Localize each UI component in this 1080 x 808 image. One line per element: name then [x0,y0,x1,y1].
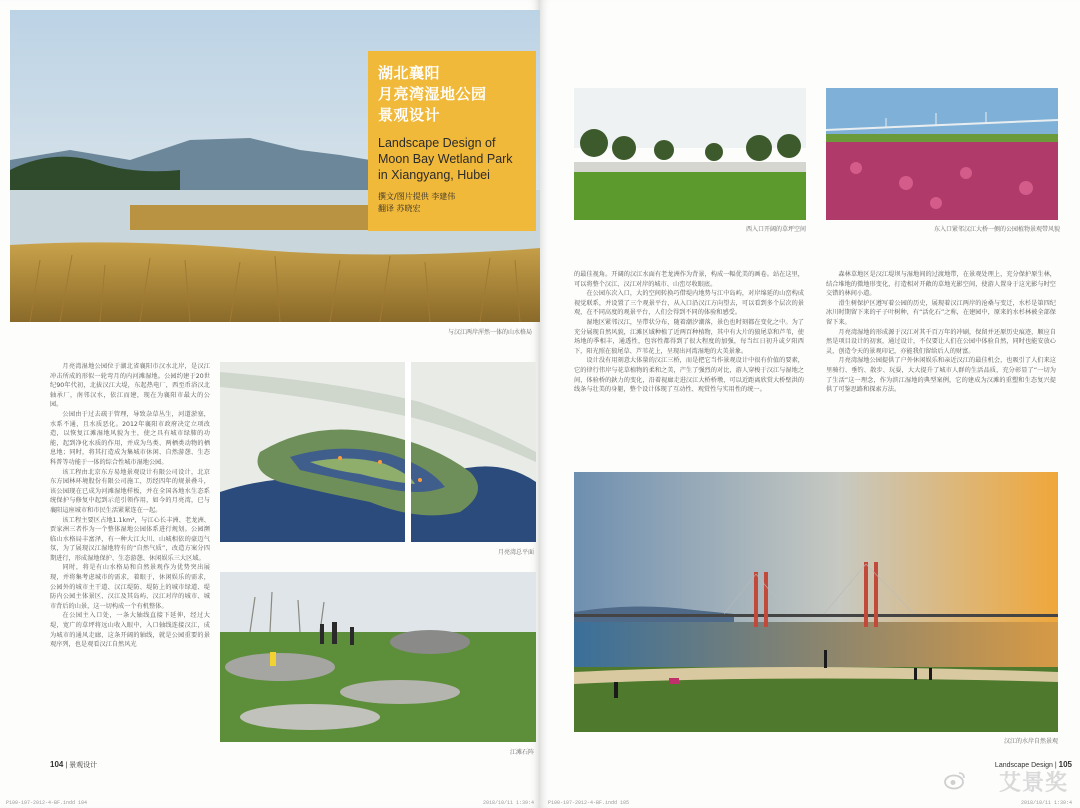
title-cn-line2: 月亮湾湿地公园 [378,85,487,103]
title-cn-line3: 景观设计 [378,106,441,124]
title-block [368,51,536,231]
left-folio: 104 | 景观设计 [50,760,98,769]
west-entry-caption: 西入口开阔的草坪空间 [746,226,807,233]
east-entry-photo [826,88,1058,220]
hero-caption: 与汉江两岸浑然一体的山水格局 [447,329,532,336]
plan-caption: 月亮湾总平面 [497,549,534,556]
paragraph: 公园由于过去疏于管理，导致杂草丛生，河道淤塞，水系不通，且水质恶化。2012年襄阳市政府决定立项改造，以恢复江滩湿地风貌为主，使之具有城市绿肺的功能，起到净化水质的作用，并成为鸟类、两栖类动物的栖息地；同时，将其打造成为集城市休闲、自然游憩、生态科普等功能于一体的综合性城市湿地公园。 [50,410,210,466]
right-footer-file: P100-107-2012-4-BF.indd 105 [548,800,630,806]
west-entry-photo [574,88,806,220]
master-plan-image [220,362,536,542]
left-footer-date: 2018/10/11 1:39:4 [482,800,534,806]
title-en-line1: Landscape Design of [378,136,496,150]
paragraph: 该工程主要区占地1.1km²，与江心长丰洲、老龙洲、贾家洲三者作为一个整体湿地公园体系进行规划。公园濒临山水格局丰富泽，有一种大江大川、山城相依的豪迈气氛，为了展现汉江湿地特有的“自然气质”，改造方案分四期进行，形成湿地保护、生态游憩、休闲娱乐三大区域。 [50,516,210,562]
right-section-label: Landscape Design [994,762,1053,769]
left-text-column [50,362,210,750]
paragraph: 在公园东次入口，大的空间转换巧借堤内地势与江中岛屿，对岸绵延的山峦构成视觉联系，并设置了三个观景平台，从入口沿汉江方向望去，可以看到多个层次的景观，在不同高度的观景平台，人们会得到不同的体验和感受。 [574,290,804,317]
paragraph: 在公园主入口处，一条大轴线直接下延伸，经过大堤，宽广的草坪将远山收入眼中，入口轴线连接汉江，成为城市的通风走廊，这条开阔的轴线，就是公园重要的景观序列，也是观看汉江自然风光 [50,612,210,649]
stones-caption: 江滩石阵 [509,749,534,756]
right-text-column-2 [826,270,1056,440]
credit-author: 撰文/图片提供 李建伟 [378,192,456,201]
left-page-number: 104 [50,760,64,769]
paragraph: 设计没有用刻意大体量的汉江三桥，而是把它当作景观设计中很有价值的要素，它的律行伟岸与花草植物的柔和之美，产生了强烈的对比，游人穿梭于汉江与湿地之间，体验桥的鈥力的变化，沿着视廊走进汉江大桥桥墩，可以近距离欣赏大桥壁洪的线条与壮美的身躯，整个设计体现了互动性、观赏性与实用性的统一。 [574,357,804,394]
paragraph: 该工程由北京东方易地景观设计有限公司设计，北京东方园林环境股份有限公司施工，历经四年的规景叠斗，该公园现在已成为河滩湿地样板，并在全国各地水生态系统保护与修复中起到示范引领作用，如今的月亮湾，已与襄阳這座城市和市民生活紧紧连在一起。 [50,468,210,514]
right-folio: Landscape Design | 105 [994,760,1072,769]
paragraph: 月亮湾湿地公园位于湖北省襄阳市汉水北岸，是汉江冲击所成的形似一轮弯月的内河滩湿地。公园约建于20世纪90年代初，北拔汉江大堤，东起热电厂，西至币浴汉北轴承厂，南邻汉水，依江而建，现在为襄阳市最大的公园。 [50,363,210,409]
left-footer-file: P100-107-2012-4-BF.indd 104 [6,800,88,806]
title-en-line2: Moon Bay Wetland Park [378,152,513,166]
sunset-caption: 汉江的水岸自然景观 [1003,738,1058,745]
paragraph: 同时，将是有山水格局和自然景观作为优势突出展现，并将集考虑城市的需求，着眼于，休闲娱乐的需求，公园外的城市主干道、汉江堤防、堤防上的城市绿道、堤防内公园主体景区、汉江及其岛屿、汉江对岸的城市、城市背后的山景，这一切构成一个有机整体。 [50,564,210,610]
credit-translator: 翻译 苏晓宏 [378,204,421,213]
paragraph: 月亮湾湿地公园提供了户外休闲娱乐和亲近汉江的最佳机会，也吸引了人们来这里骑行、垂钓、散步、玩耍，大大提升了城市人群的生活品质，充分彰显了“一切为了生活”这一理念，作为滨江湿地的典型案例，它的建成为汉滩的重塑和生态复兴提供了可鉴思路和探索方法。 [826,357,1056,394]
paragraph: 湿地区紧邻汉江，呈带状分布，随着潮汐潮落，景色也时刻都在变化之中。为了充分展现自然风貌，江滩区域种植了近两百种植物，其中有大片的狼尾草和芦苇，使场地的季相丰，通透性，包容性都得到了很大程度的加强，每当红日初升或夕阳西下，阳光照在狼尾草、芦苇花上，呈现出河湾湿地的大美景象。 [574,318,804,355]
east-entry-caption: 东入口紧邻汉江大桥一侧的公园植物景观带风貌 [933,226,1060,233]
right-page-number: 105 [1058,760,1072,769]
right-footer-date: 2018/10/11 1:39:4 [1020,800,1072,806]
left-section-label: 景观设计 [69,762,98,769]
paragraph: 的最佳视角。开阔的汉江水面有老龙洲作为背景，构成一幅优美的画卷。站在这里，可以将整个汉江、汉江对岸的城市、山峦尽收眼底。 [574,271,804,288]
right-text-column-1 [574,270,804,470]
paragraph: 月亮湾湿地的形成源于汉江对其千百万年的冲刷，保留并还原历史痕迹，顺应自然是项目设计的初衷，通过设计，不仅要让人们在公园中体验自然，同时也能安放心灵，创造令天的景观印记，亦能我们留给后人的财富。 [826,328,1056,355]
title-chinese [378,63,526,126]
watermark-text: 艾景奖 [998,771,1068,796]
credits [378,191,526,215]
title-english [378,135,526,183]
sunset-bridge-photo [574,472,1058,732]
title-en-line3: in Xiangyang, Hubei [378,168,490,182]
stone-array-photo [220,572,536,742]
title-cn-line1: 湖北襄阳 [378,64,441,82]
paragraph: 滑生树保护区遵写着公园的历史，展现着汉江两岸的沧桑与变迁，水杉是第四纪冰川时期留下来的孑子叶树种，有“活化石”之称，在建园中，原来的水杉林被全部保留下来。 [826,299,1056,326]
weibo-icon [943,770,967,790]
paragraph: 森林草地区是汉江堤坝与湿地间的过渡地带，在景观处理上，充分保护原生林，结合堆地的微地形变化，打造相对开敞的草地光影空间，使游人置身于这光影与时空交错的林间小道。 [826,271,1056,298]
right-page [540,0,1080,808]
